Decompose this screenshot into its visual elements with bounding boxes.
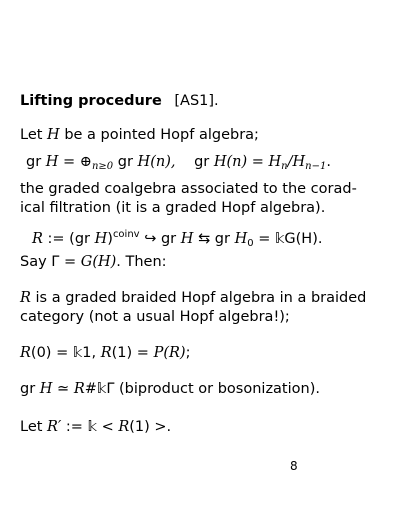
heading-ref: [AS1]. (174, 93, 219, 109)
heading (20, 92, 219, 110)
equation-1: gr $H = \oplus_{n\ge 0}$ gr H(n), gr $H(n) = H_n/H_{n-1}$. (26, 154, 331, 172)
equation-3: R(0) = 𝕜1, R(1) = P(R); (20, 345, 191, 361)
paragraph-5: Let R′ := 𝕜 < R(1) >. (20, 419, 172, 435)
equation-2: R := (gr H)$^{coinv}$ ↪ gr H ⇆ gr $H_0$ = 𝕜G(H). (32, 229, 323, 249)
paragraph-1: Let H be a pointed Hopf algebra; (20, 127, 259, 143)
equation-4: gr H ≃ R#𝕜Γ (biproduct or bosonization). (20, 381, 320, 397)
heading-title: Lifting procedure (20, 93, 162, 109)
page-number: 8 (290, 459, 298, 473)
paragraph-3: Say Γ = G(H). Then: (20, 254, 167, 270)
